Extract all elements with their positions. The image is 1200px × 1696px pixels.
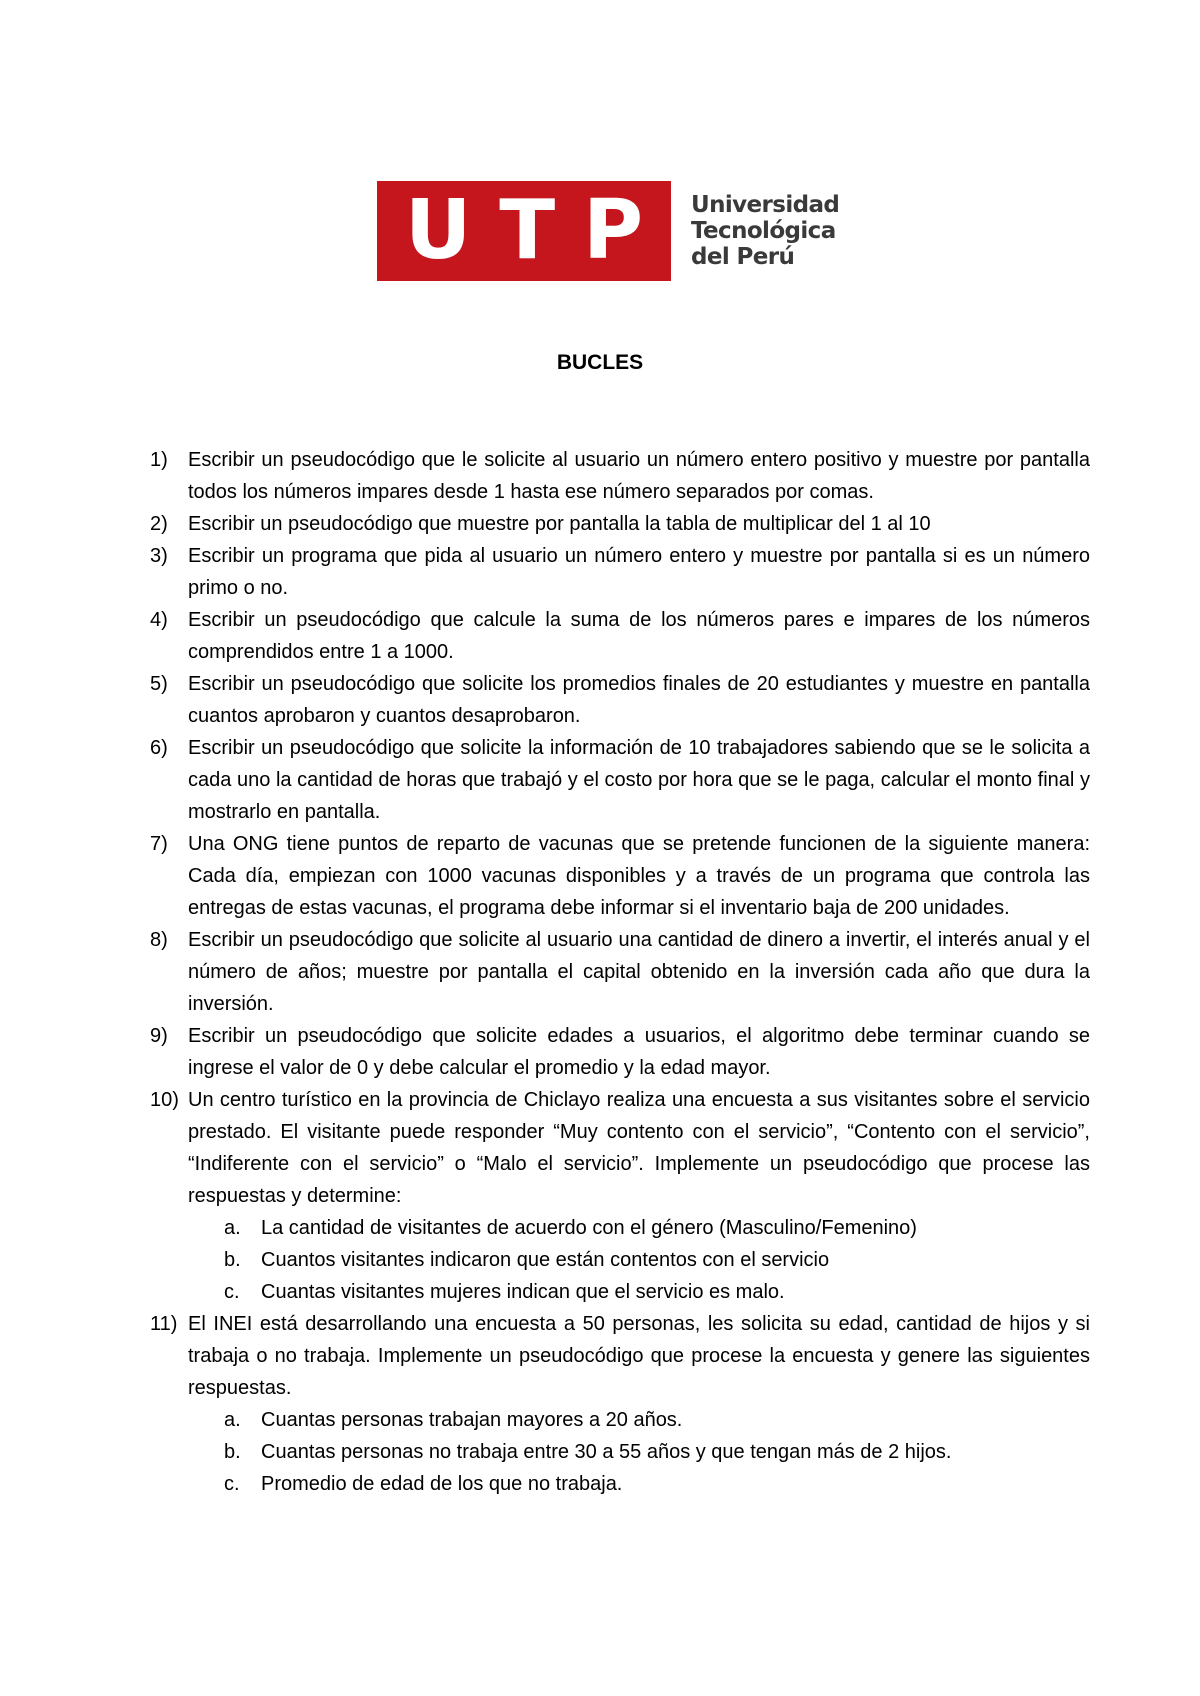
exercise-item-2 (150, 508, 1090, 540)
exercise-number: 8) (150, 929, 168, 951)
logo-wordmark (691, 192, 839, 270)
exercise-item-5 (150, 668, 1090, 732)
exercise-text: Escribir un pseudocódigo que calcule la suma de los números pares e impares de los números comprendidos entre 1 a 1000. (188, 609, 1090, 663)
logo-line-1: Universidad (691, 192, 840, 218)
sub-item-text: Cuantas personas trabajan mayores a 20 años. (261, 1409, 683, 1431)
exercise-text: Escribir un pseudocódigo que solicite la información de 10 trabajadores sabiendo que se le solicita a cada uno la cantidad de horas que trabajó y el costo por hora que se le paga, calcular el monto final y mostrarlo en pantalla. (188, 737, 1090, 823)
exercise-text: Un centro turístico en la provincia de Chiclayo realiza una encuesta a sus visitantes sobre el servicio prestado. El visitante puede responder “Muy contento con el servicio”, “Contento con el servicio”, “Indiferente con el servicio” o “Malo el servicio”. Implemente un pseudocódigo que procese las respuestas y determine: (188, 1089, 1090, 1207)
exercise-number: 2) (150, 513, 168, 535)
exercise-item-3 (150, 540, 1090, 604)
sub-item-letter: b. (224, 1441, 241, 1463)
exercise-text: El INEI está desarrollando una encuesta a 50 personas, les solicita su edad, cantidad de hijos y si trabaja o no trabaja. Implemente un pseudocódigo que procese la encuesta y genere las siguientes respuestas. (188, 1313, 1090, 1399)
exercise-text: Escribir un pseudocódigo que le solicite al usuario un número entero positivo y muestre por pantalla todos los números impares desde 1 hasta ese número separados por comas. (188, 449, 1090, 503)
sub-item-letter: c. (224, 1281, 240, 1303)
sub-item-text: La cantidad de visitantes de acuerdo con el género (Masculino/Femenino) (261, 1217, 917, 1239)
sub-item-text: Cuantas visitantes mujeres indican que el servicio es malo. (261, 1281, 785, 1303)
exercise-item-7 (150, 828, 1090, 924)
exercise-11-sub-c (150, 1468, 1090, 1500)
exercise-text: Escribir un pseudocódigo que solicite al usuario una cantidad de dinero a invertir, el interés anual y el número de años; muestre por pantalla el capital obtenido en la inversión cada año que dura la inversión. (188, 929, 1090, 1015)
exercise-number: 9) (150, 1025, 168, 1047)
exercise-number: 5) (150, 673, 168, 695)
exercise-item-4 (150, 604, 1090, 668)
sub-item-text: Cuantos visitantes indicaron que están contentos con el servicio (261, 1249, 830, 1271)
logo-line-3: del Perú (691, 244, 795, 270)
exercise-item-9 (150, 1020, 1090, 1084)
exercise-number: 4) (150, 609, 168, 631)
exercise-item-8 (150, 924, 1090, 1020)
exercise-11-sub-a (150, 1404, 1090, 1436)
exercise-number: 3) (150, 545, 168, 567)
logo-letter-u: U (404, 183, 472, 278)
exercise-list (150, 444, 1090, 1500)
exercise-text: Una ONG tiene puntos de reparto de vacunas que se pretende funcionen de la siguiente manera: Cada día, empiezan con 1000 vacunas disponibles y a través de un programa que controla las entregas de estas vacunas, el programa debe informar si el inventario baja de 200 unidades. (188, 833, 1090, 919)
exercise-10-sub-b (150, 1244, 1090, 1276)
exercise-item-11 (150, 1308, 1090, 1404)
exercise-text: Escribir un pseudocódigo que muestre por pantalla la tabla de multiplicar del 1 al 10 (188, 513, 931, 535)
sub-item-text: Cuantas personas no trabaja entre 30 a 55 años y que tengan más de 2 hijos. (261, 1441, 952, 1463)
logo-line-2: Tecnológica (691, 218, 836, 244)
exercise-text: Escribir un pseudocódigo que solicite los promedios finales de 20 estudiantes y muestre en pantalla cuantos aprobaron y cuantos desaprobaron. (188, 673, 1090, 727)
exercise-item-6 (150, 732, 1090, 828)
exercise-text: Escribir un pseudocódigo que solicite edades a usuarios, el algoritmo debe terminar cuando se ingrese el valor de 0 y debe calcular el promedio y la edad mayor. (188, 1025, 1090, 1079)
exercise-item-1 (150, 444, 1090, 508)
exercise-text: Escribir un programa que pida al usuario un número entero y muestre por pantalla si es un número primo o no. (188, 545, 1090, 599)
logo-letter-t: T (499, 183, 556, 278)
sub-item-letter: a. (224, 1409, 241, 1431)
exercise-number: 6) (150, 737, 168, 759)
logo-letter-p: P (582, 183, 644, 278)
exercise-number: 7) (150, 833, 168, 855)
document-title: BUCLES (556, 351, 644, 374)
exercise-number: 11) (150, 1313, 178, 1335)
exercise-10-sub-a (150, 1212, 1090, 1244)
exercise-item-10 (150, 1084, 1090, 1212)
utp-logo (377, 181, 839, 281)
sub-item-text: Promedio de edad de los que no trabaja. (261, 1473, 623, 1495)
sub-item-letter: a. (224, 1217, 241, 1239)
exercise-11-sub-b (150, 1436, 1090, 1468)
exercise-number: 10) (150, 1089, 179, 1111)
sub-item-letter: b. (224, 1249, 241, 1271)
exercise-number: 1) (150, 449, 168, 471)
sub-item-letter: c. (224, 1473, 240, 1495)
logo-red-box (377, 181, 671, 281)
exercise-10-sub-c (150, 1276, 1090, 1308)
